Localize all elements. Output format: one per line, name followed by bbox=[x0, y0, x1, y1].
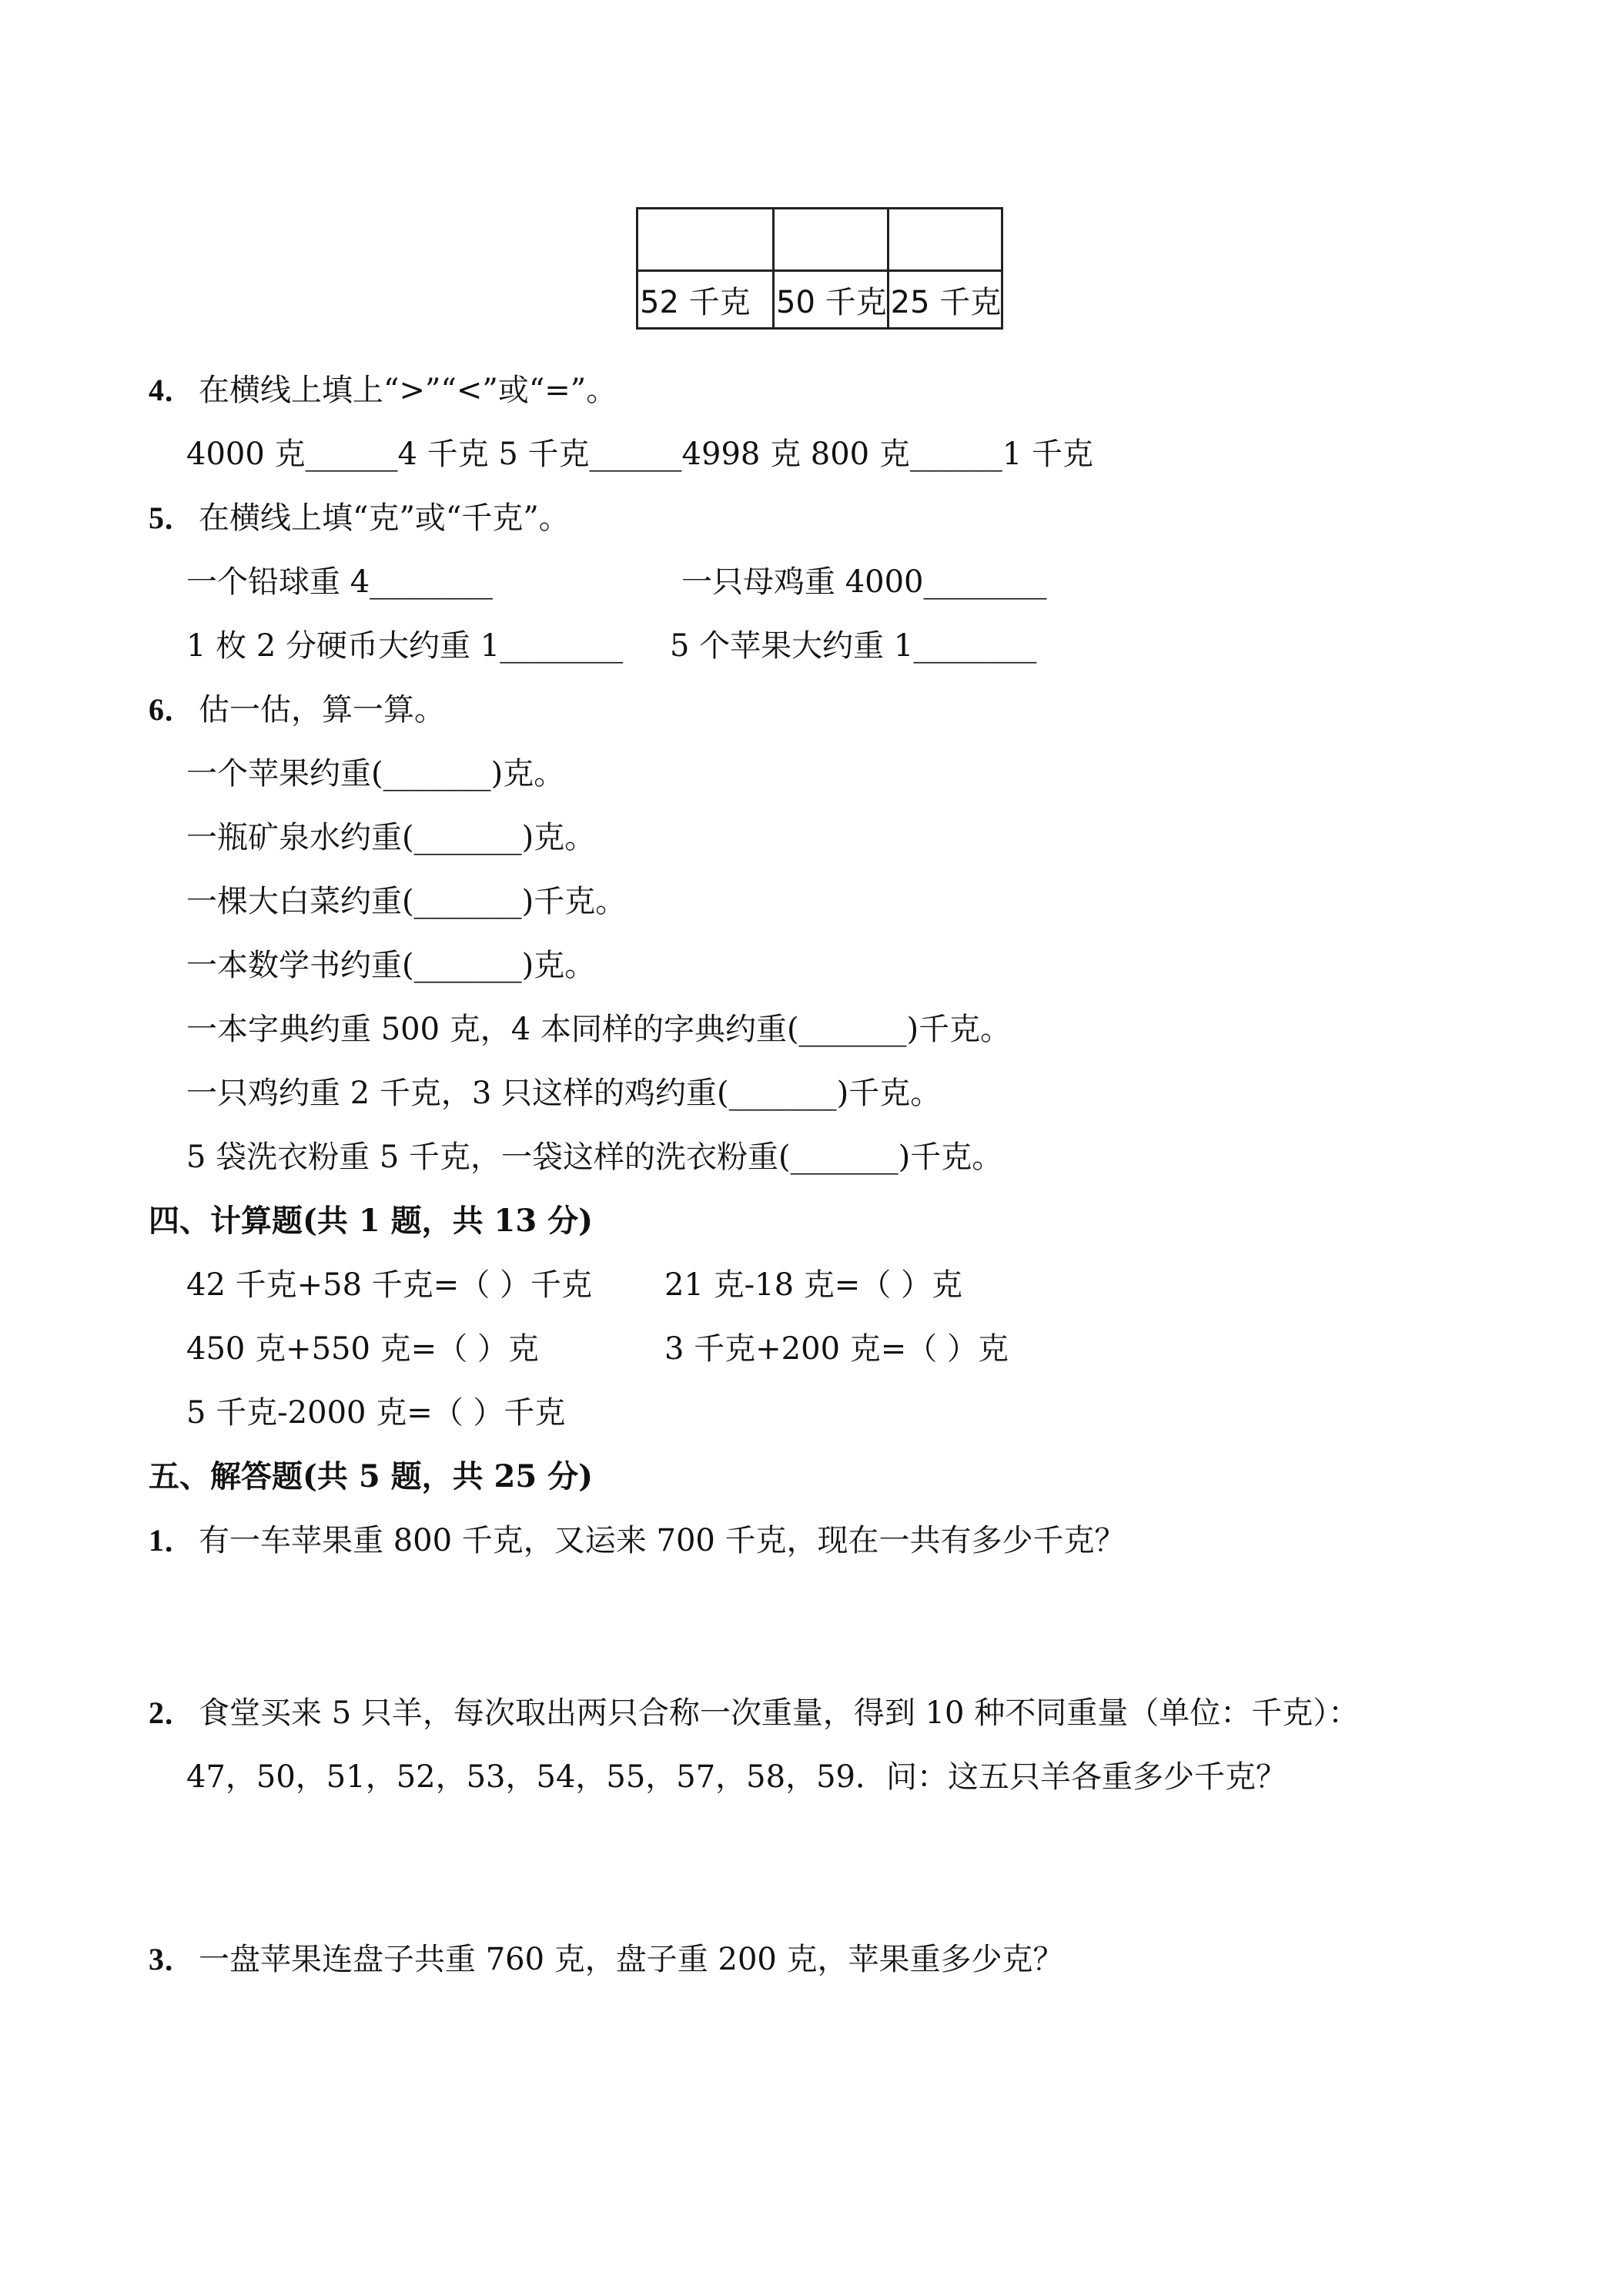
table-image-cell bbox=[888, 209, 1002, 271]
estimate-text: 一只鸡约重 2 千克，3 只这样的鸡约重(_______)千克。 bbox=[186, 1076, 942, 1111]
problem-text: 47，50，51，52，53，54，55，57，58，59．问：这五只羊各重多少千克？ bbox=[186, 1759, 1287, 1795]
table-label-row bbox=[637, 271, 1002, 329]
calc-item: 5 千克-2000 克=（ ）千克 bbox=[186, 1395, 566, 1431]
question-number: 6． bbox=[149, 692, 195, 727]
problem-text: 食堂买来 5 只羊，每次取出两只合称一次重量，得到 10 种不同重量（单位：千克）： bbox=[199, 1695, 1360, 1731]
question-text: 在横线上填上“>”“<”或“=”。 bbox=[199, 373, 617, 408]
estimate-text: 一个苹果约重(_______)克。 bbox=[186, 756, 565, 792]
table-image-cell bbox=[637, 209, 774, 271]
calc-item: 21 克-18 克=（ ）克 bbox=[664, 1267, 962, 1303]
table-weight-label: 52 千克 bbox=[637, 271, 774, 329]
table-weight-label: 25 千克 bbox=[888, 271, 1002, 329]
question-number: 1． bbox=[149, 1523, 195, 1558]
estimate-text: 一棵大白菜约重(_______)千克。 bbox=[186, 884, 627, 919]
estimate-text: 一本字典约重 500 克，4 本同样的字典约重(_______)千克。 bbox=[186, 1012, 1012, 1047]
calc-item: 42 千克+58 千克=（ ）千克 bbox=[186, 1267, 592, 1303]
table-image-cell bbox=[774, 209, 888, 271]
fill-item: 一只母鸡重 4000________ bbox=[681, 564, 1047, 600]
problem-text: 一盘苹果连盘子共重 760 克，盘子重 200 克，苹果重多少克？ bbox=[199, 1942, 1064, 1977]
question-text: 在横线上填“克”或“千克”。 bbox=[199, 500, 570, 536]
question-number: 4． bbox=[149, 373, 195, 407]
fill-item: 1 枚 2 分硬币大约重 1________ bbox=[186, 628, 624, 664]
estimate-text: 一瓶矿泉水约重(_______)克。 bbox=[186, 820, 596, 855]
question-text: 估一估，算一算。 bbox=[199, 692, 445, 728]
comparison-items: 4000 克______4 千克 5 千克______4998 克 800 克______1 千克 bbox=[186, 437, 1094, 472]
calc-item: 450 克+550 克=（ ）克 bbox=[186, 1331, 539, 1367]
weight-table bbox=[636, 207, 1003, 330]
calc-item: 3 千克+200 克=（ ）克 bbox=[664, 1331, 1009, 1367]
question-number: 2． bbox=[149, 1695, 195, 1730]
fill-item: 一个铅球重 4________ bbox=[186, 564, 494, 600]
question-number: 3． bbox=[149, 1942, 195, 1976]
problem-text: 有一车苹果重 800 千克，又运来 700 千克，现在一共有多少千克？ bbox=[199, 1523, 1126, 1558]
question-number: 5． bbox=[149, 500, 195, 535]
table-weight-label: 50 千克 bbox=[774, 271, 888, 329]
table-image-row bbox=[637, 209, 1002, 271]
section-heading: 五、解答题(共 5 题，共 25 分) bbox=[149, 1458, 594, 1494]
section-heading: 四、计算题(共 1 题，共 13 分) bbox=[149, 1203, 594, 1239]
fill-item: 5 个苹果大约重 1________ bbox=[670, 628, 1037, 664]
estimate-text: 5 袋洗衣粉重 5 千克，一袋这样的洗衣粉重(_______)千克。 bbox=[186, 1140, 1003, 1175]
estimate-text: 一本数学书约重(_______)克。 bbox=[186, 948, 596, 983]
